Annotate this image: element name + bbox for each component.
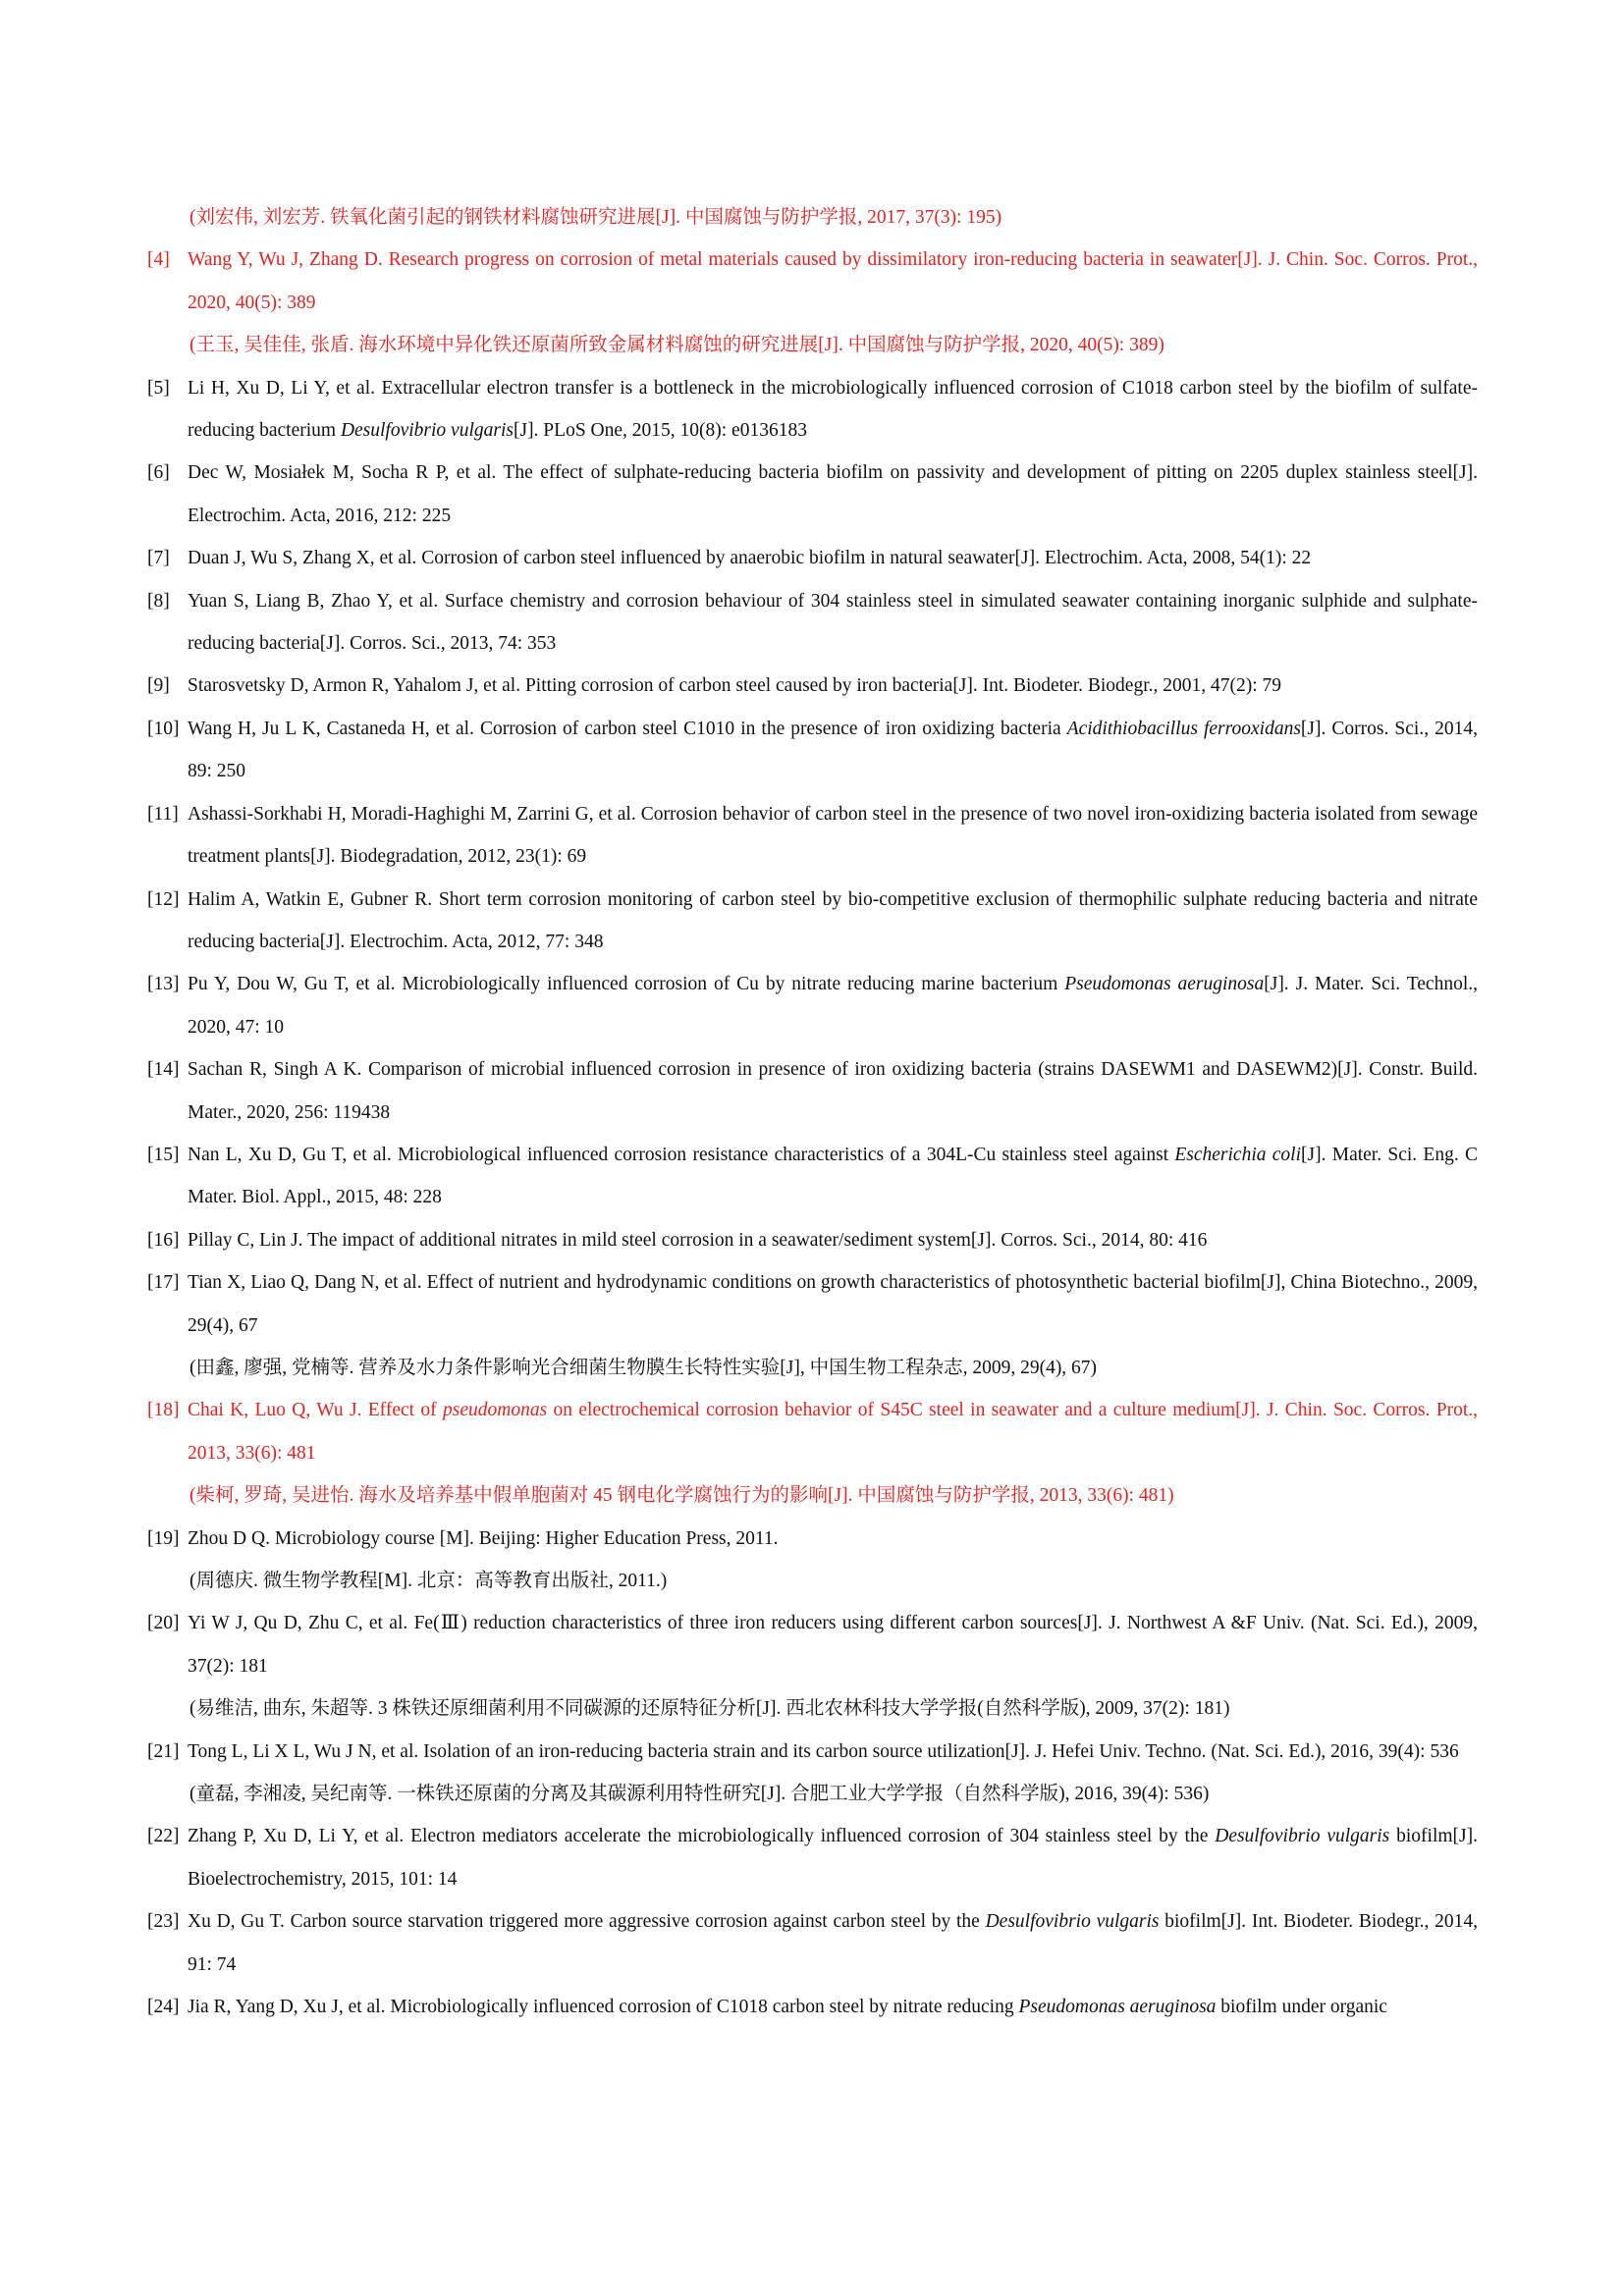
reference-item (147, 239, 1478, 366)
reference-citation: Yuan S, Liang B, Zhao Y, et al. Surface chemistry and corrosion behaviour of 304 stainless steel in simulated seawater containing inorganic sulphide and sulphate-reducing bacteria[J]. Corros. Sci., 2013, 74: 353 (188, 590, 1478, 655)
reference-citation: Tong L, Li X L, Wu J N, et al. Isolation of an iron-reducing bacteria strain and its carbon source utilization[J]. J. Hefei Univ. Techno. (Nat. Sci. Ed.), 2016, 39(4): 536 (188, 1740, 1459, 1762)
reference-citation: Starosvetsky D, Armon R, Yahalom J, et al. Pitting corrosion of carbon steel caused by iron bacteria[J]. Int. Biodeter. Biodegr., 2001, 47(2): 79 (188, 675, 1282, 697)
reference-number: [20] (147, 1613, 180, 1634)
reference-citation: Duan J, Wu S, Zhang X, et al. Corrosion of carbon steel influenced by anaerobic biofilm in natural seawater[J]. Electrochim. Acta, 2008, 54(1): 22 (188, 548, 1312, 569)
reference-item (147, 1134, 1478, 1219)
reference-item (147, 580, 1478, 666)
reference-number: [9] (147, 675, 170, 697)
reference-list (147, 196, 1478, 2028)
reference-citation: Chai K, Luo Q, Wu J. Effect of pseudomonas on electrochemical corrosion behavior of S45C steel in seawater and a culture medium[J]. J. Chin. Soc. Corros. Prot., 2013, 33(6): 481 (188, 1400, 1478, 1464)
reference-number: [7] (147, 548, 170, 569)
reference-number: [4] (147, 249, 170, 271)
reference-number: [22] (147, 1826, 180, 1847)
reference-citation: Zhou D Q. Microbiology course [M]. Beijing: Higher Education Press, 2011. (188, 1527, 779, 1549)
reference-citation: Tian X, Liao Q, Dang N, et al. Effect of nutrient and hydrodynamic conditions on growth characteristics of photosynthetic bacterial biofilm[J], China Biotechno., 2009, 29(4), 67 (188, 1272, 1478, 1336)
reference-number: [19] (147, 1527, 180, 1549)
reference-item (147, 1815, 1478, 1900)
reference-number: [14] (147, 1059, 180, 1081)
reference-citation: Wang H, Ju L K, Castaneda H, et al. Corrosion of carbon steel C1010 in the presence of iron oxidizing bacteria Acidithiobacillus ferrooxidans[J]. Corros. Sci., 2014, 89: 250 (188, 718, 1479, 782)
reference-item (147, 963, 1478, 1048)
reference-citation: Zhang P, Xu D, Li Y, et al. Electron mediators accelerate the microbiologically influenced corrosion of 304 stainless steel by the Desulfovibrio vulgaris biofilm[J]. Bioelectrochemistry, 2015, 101: 14 (188, 1826, 1478, 1890)
reference-number: [24] (147, 1997, 180, 2018)
reference-citation: Nan L, Xu D, Gu T, et al. Microbiological influenced corrosion resistance characteristics of a 304L-Cu stainless steel against Escherichia coli[J]. Mater. Sci. Eng. C Mater. Biol. Appl., 2015, 48: 228 (188, 1144, 1478, 1208)
reference-chinese-citation: (易维洁, 曲东, 朱超等. 3 株铁还原细菌利用不同碳源的还原特征分析[J]. 西北农林科技大学学报(自然科学版), 2009, 37(2): 181) (189, 1698, 1230, 1720)
reference-citation: Yi W J, Qu D, Zhu C, et al. Fe(Ⅲ) reduction characteristics of three iron reducers using different carbon sources[J]. J. Northwest A &F Univ. (Nat. Sci. Ed.), 2009, 37(2): 181 (188, 1613, 1478, 1677)
reference-chinese-citation: (童磊, 李湘凌, 吴纪南等. 一株铁还原菌的分离及其碳源利用特性研究[J]. 合肥工业大学学报（自然科学版), 2016, 39(4): 536) (189, 1784, 1210, 1805)
reference-citation: Li H, Xu D, Li Y, et al. Extracellular electron transfer is a bottleneck in the microbiologically influenced corrosion of C1018 carbon steel by the biofilm of sulfate-reducing bacterium Desulfovibrio vulgaris[J]. PLoS One, 2015, 10(8): e0136183 (188, 377, 1478, 442)
reference-item (147, 1048, 1478, 1134)
reference-item (147, 1518, 1478, 1603)
reference-citation: Ashassi-Sorkhabi H, Moradi-Haghighi M, Zarrini G, et al. Corrosion behavior of carbon steel in the presence of two novel iron-oxidizing bacteria isolated from sewage treatment plants[J]. Biodegradation, 2012, 23(1): 69 (188, 803, 1478, 868)
reference-number: [6] (147, 462, 170, 484)
reference-citation: Pu Y, Dou W, Gu T, et al. Microbiologically influenced corrosion of Cu by nitrate reducing marine bacterium Pseudomonas aeruginosa[J]. J. Mater. Sci. Technol., 2020, 47: 10 (188, 974, 1478, 1038)
reference-item (147, 1602, 1478, 1730)
reference-number: [5] (147, 377, 170, 399)
reference-item (147, 1389, 1478, 1517)
reference-citation: Jia R, Yang D, Xu J, et al. Microbiologically influenced corrosion of C1018 carbon steel by nitrate reducing Pseudomonas aeruginosa biofilm under organic (188, 1997, 1387, 2018)
reference-number: [12] (147, 888, 180, 910)
reference-chinese-citation: (柴柯, 罗琦, 吴进怡. 海水及培养基中假单胞菌对 45 钢电化学腐蚀行为的影响[J]. 中国腐蚀与防护学报, 2013, 33(6): 481) (189, 1485, 1174, 1507)
reference-number: [18] (147, 1400, 180, 1421)
reference-item (147, 1900, 1478, 1986)
reference-item (147, 665, 1478, 707)
reference-number: [16] (147, 1229, 180, 1251)
reference-item (147, 537, 1478, 579)
reference-citation: Wang Y, Wu J, Zhang D. Research progress on corrosion of metal materials caused by dissimilatory iron-reducing bacteria in seawater[J]. J. Chin. Soc. Corros. Prot., 2020, 40(5): 389 (188, 249, 1478, 313)
reference-item (147, 879, 1478, 964)
reference-citation: Sachan R, Singh A K. Comparison of microbial influenced corrosion in presence of iron oxidizing bacteria (strains DASEWM1 and DASEWM2)[J]. Constr. Build. Mater., 2020, 256: 119438 (188, 1059, 1478, 1123)
reference-number: [17] (147, 1272, 180, 1294)
reference-item (147, 367, 1478, 453)
reference-chinese-citation: (王玉, 吴佳佳, 张盾. 海水环境中异化铁还原菌所致金属材料腐蚀的研究进展[J]. 中国腐蚀与防护学报, 2020, 40(5): 389) (189, 335, 1164, 356)
reference-item (147, 708, 1478, 793)
reference-number: [23] (147, 1911, 180, 1933)
reference-chinese-citation: (田鑫, 廖强, 党楠等. 营养及水力条件影响光合细菌生物膜生长特性实验[J], 中国生物工程杂志, 2009, 29(4), 67) (189, 1357, 1098, 1378)
reference-number: [21] (147, 1740, 180, 1762)
reference-item (147, 1986, 1478, 2028)
reference-item (147, 1261, 1478, 1389)
reference-citation: Dec W, Mosiałek M, Socha R P, et al. The effect of sulphate-reducing bacteria biofilm on passivity and development of pitting on 2205 duplex stainless steel[J]. Electrochim. Acta, 2016, 212: 225 (188, 462, 1478, 526)
reference-number: [8] (147, 590, 170, 612)
reference-chinese-citation: (周德庆. 微生物学教程[M]. 北京：高等教育出版社, 2011.) (189, 1571, 668, 1591)
reference-item (147, 452, 1478, 537)
reference-item (147, 793, 1478, 879)
reference-item (147, 1219, 1478, 1261)
reference-citation: Halim A, Watkin E, Gubner R. Short term corrosion monitoring of carbon steel by bio-competitive exclusion of thermophilic sulphate reducing bacteria and nitrate reducing bacteria[J]. Electrochim. Acta, 2012, 77: 348 (188, 888, 1478, 952)
reference-number: [13] (147, 974, 180, 995)
reference-chinese-citation: (刘宏伟, 刘宏芳. 铁氧化菌引起的钢铁材料腐蚀研究进展[J]. 中国腐蚀与防护学报, 2017, 37(3): 195) (189, 207, 1002, 228)
reference-item (147, 1731, 1478, 1816)
reference-number: [15] (147, 1144, 180, 1165)
reference-number: [11] (147, 803, 179, 825)
reference-item (147, 196, 1478, 239)
reference-citation: Pillay C, Lin J. The impact of additional nitrates in mild steel corrosion in a seawater/sediment system[J]. Corros. Sci., 2014, 80: 416 (188, 1229, 1208, 1251)
reference-number: [10] (147, 718, 180, 739)
reference-citation: Xu D, Gu T. Carbon source starvation triggered more aggressive corrosion against carbon steel by the Desulfovibrio vulgaris biofilm[J]. Int. Biodeter. Biodegr., 2014, 91: 74 (188, 1911, 1478, 1975)
